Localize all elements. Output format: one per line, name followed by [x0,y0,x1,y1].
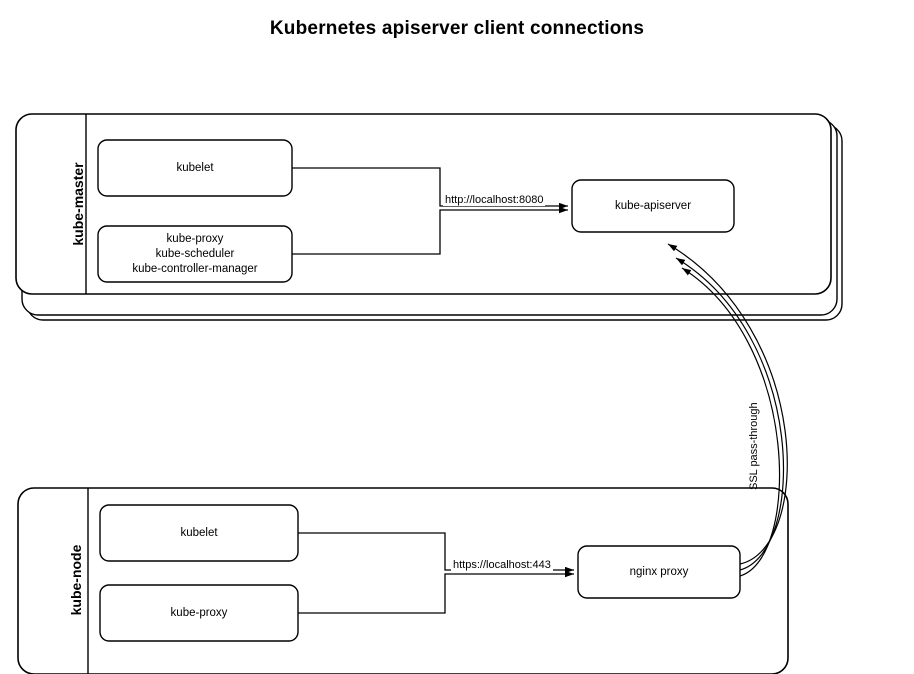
label-kube-apiserver: kube-apiserver [614,199,692,212]
node-master-proxy-stack[interactable] [98,226,292,282]
node-node-kube-proxy[interactable] [100,585,298,641]
node-node-kubelet[interactable] [100,505,298,561]
node-master-kubelet[interactable] [98,140,292,196]
edge-label-https: https://localhost:443 [453,559,551,571]
edge-label-http: http://localhost:8080 [445,194,544,206]
edge-label-ssl-pass-through: SSL pass-through [748,402,760,490]
label-node-kube-proxy: kube-proxy [170,606,228,619]
node-kube-apiserver[interactable] [572,180,734,232]
label-kube-controller-manager: kube-controller-manager [132,262,258,275]
label-node-kubelet: kubelet [180,526,218,539]
label-kube-scheduler: kube-scheduler [155,247,235,260]
label-kube-proxy: kube-proxy [166,232,224,245]
group-label-kube-master: kube-master [70,162,86,246]
label-master-kubelet: kubelet [176,161,214,174]
page-title: Kubernetes apiserver client connections [269,18,645,39]
node-nginx-proxy[interactable] [578,546,740,598]
label-nginx-proxy: nginx proxy [629,565,689,578]
group-label-kube-node: kube-node [68,544,84,616]
